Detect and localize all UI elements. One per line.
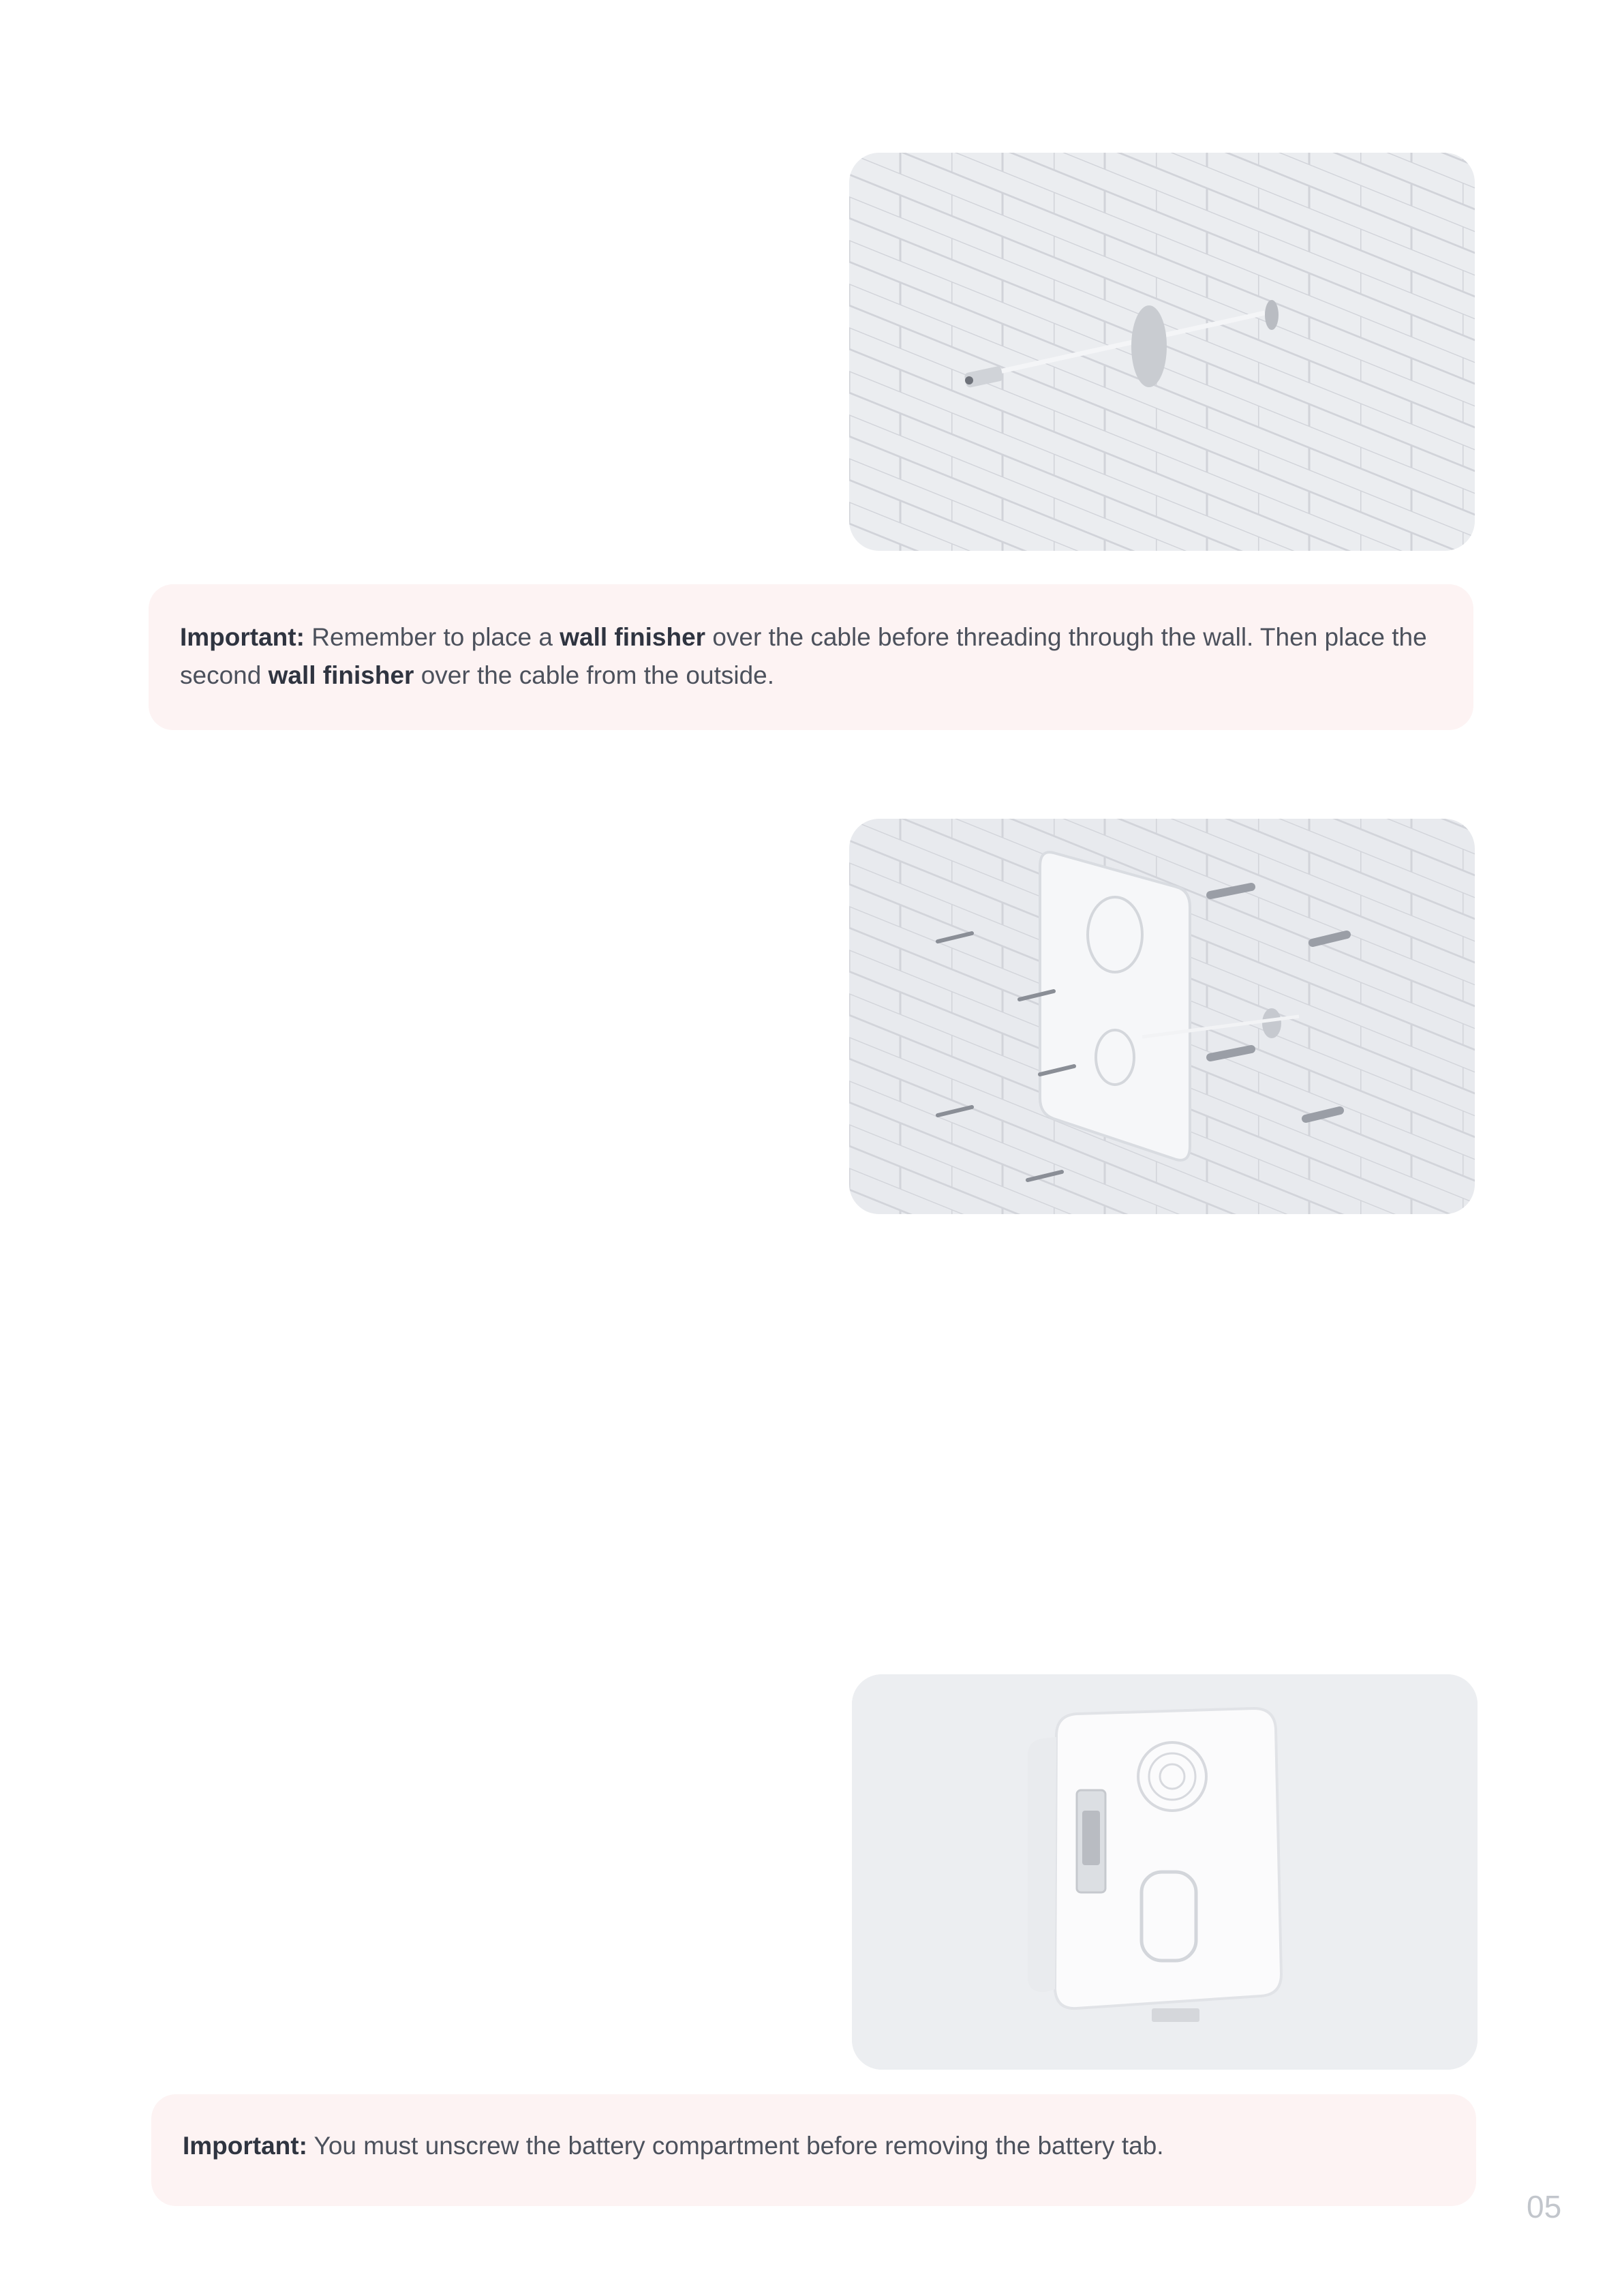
important-note-battery: Important: You must unscrew the battery compartment before removing the battery tab. (151, 2094, 1476, 2206)
mounting-plate-screws-illustration (849, 819, 1475, 1214)
important-note-wall-finisher: Important: Remember to place a wall finisher over the cable before threading through the wall. Then place the second wall finisher over the cable from the outside. (149, 584, 1473, 730)
page-number: 05 (1527, 2189, 1562, 2224)
important-label: Important: (180, 623, 305, 651)
cable-through-wall-illustration (849, 153, 1475, 551)
important-label: Important: (183, 2132, 307, 2160)
device-back-battery-illustration (852, 1674, 1478, 2070)
